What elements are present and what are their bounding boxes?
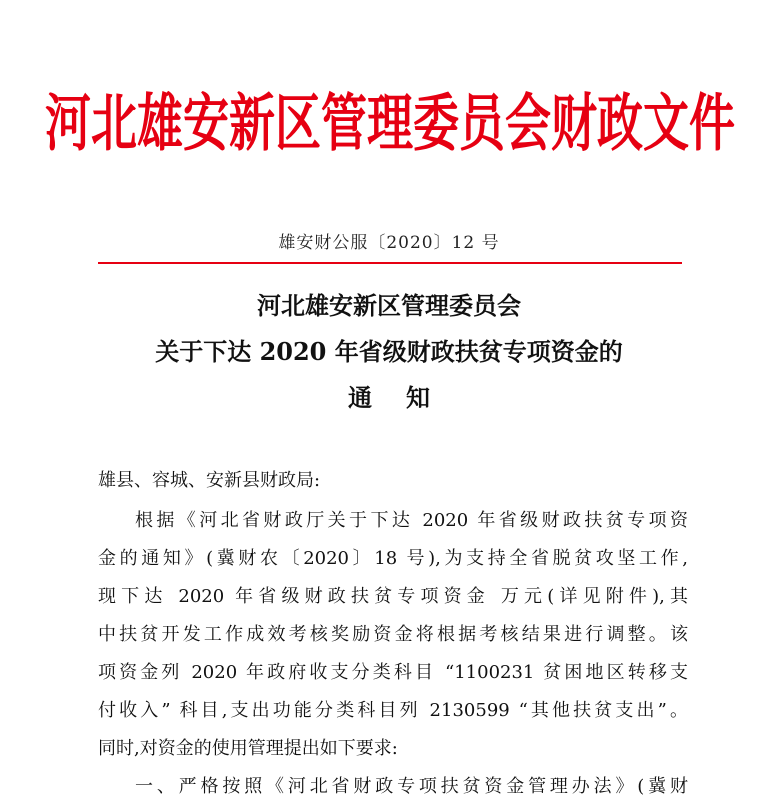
body-text-line: 项资金列 2020 年政府收支分类科目 “1100231 贫困地区转移支 [98, 662, 688, 683]
notice-title-char-2: 知 [406, 383, 430, 412]
notice-title-line-2: 关于下达 2020 年省级财政扶贫专项资金的 [155, 337, 623, 366]
body-text-line: 付收入” 科目,支出功能分类科目列 2130599 “其他扶贫支出”。 [98, 700, 688, 721]
body-text-line: 金的通知》(冀财农〔2020〕18 号),为支持全省脱贫攻坚工作, [98, 548, 688, 569]
notice-title-line-3 [0, 378, 778, 413]
body-text-line: 一、严格按照《河北省财政专项扶贫资金管理办法》(冀财 [135, 776, 688, 797]
body-text-line: 根据《河北省财政厅关于下达 2020 年省级财政扶贫专项资 [135, 510, 688, 531]
body-text-line: 同时,对资金的使用管理提出如下要求: [98, 738, 398, 759]
addressee-line: 雄县、容城、安新县财政局: [98, 470, 321, 491]
notice-title-line-1: 河北雄安新区管理委员会 [257, 291, 521, 320]
issuer-header-title: 河北雄安新区管理委员会财政文件 [45, 86, 735, 160]
body-text-line: 中扶贫开发工作成效考核奖励资金将根据考核结果进行调整。该 [98, 624, 688, 645]
document-number: 雄安财公服〔2020〕12 号 [278, 233, 500, 253]
notice-title-char-1: 通 [348, 383, 372, 412]
red-divider-line [98, 262, 682, 264]
body-text-line: 现下达 2020 年省级财政扶贫专项资金 万元(详见附件),其 [98, 586, 688, 607]
